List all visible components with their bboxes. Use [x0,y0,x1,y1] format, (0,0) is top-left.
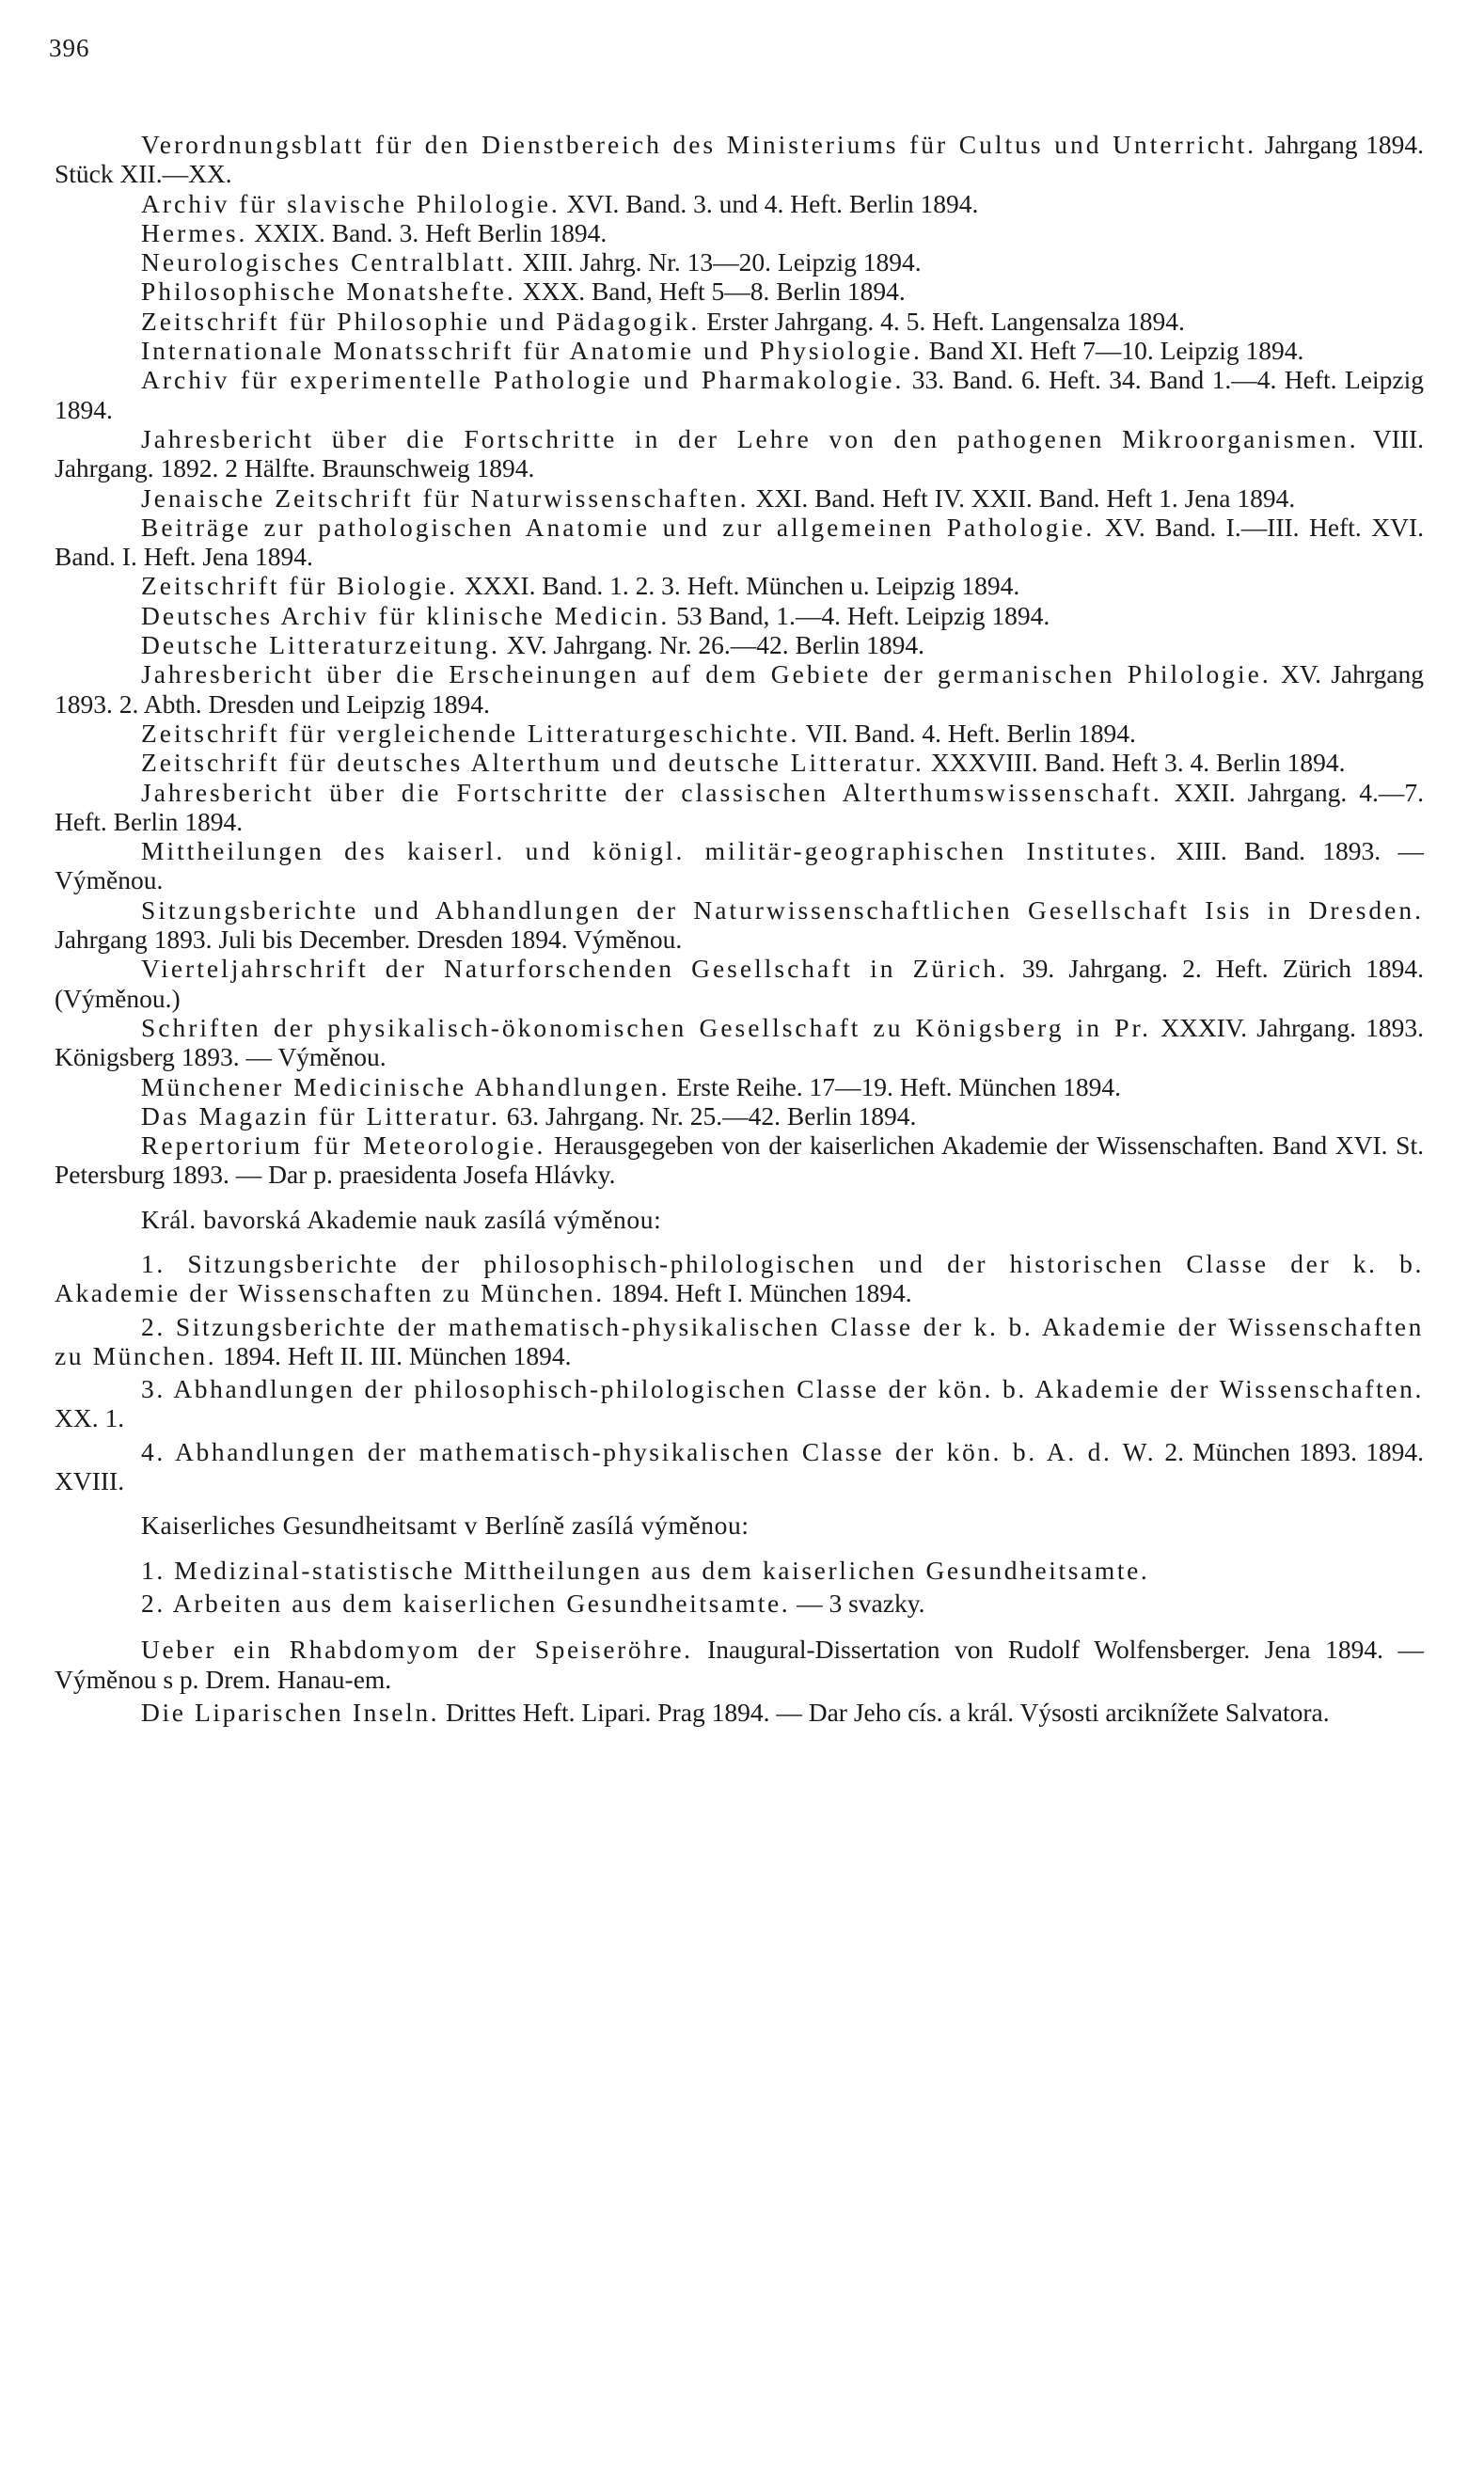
list-item [55,1635,1424,1694]
item-title: 3. Abhandlungen der philosophisch-philologischen Classe der kön. b. Akademie der Wissenschaften. [141,1374,1424,1404]
journal-entry [55,601,1424,630]
journal-title: Verordnungsblatt für den Dienstbereich des Ministeriums für Cultus und Unterricht. [141,130,1257,159]
item-details: 1894. Heft I. München 1894. [604,1278,912,1308]
journal-entry [55,277,1424,306]
journal-title: Internationale Monatsschrift für Anatomie und Physiologie. [141,336,923,366]
journal-details: Jahrgang 1894. Stück XII.—XX. [55,130,1425,189]
list-item [55,1249,1424,1308]
journal-details: 33. Band. 6. Heft. 34. Band 1.—4. Heft. Leipzig 1894. [55,365,1424,424]
journal-details: Jahrgang 1893. Juli bis December. Dresden 1894. Výměnou. [55,925,683,955]
journal-entry [55,218,1424,247]
journal-title: Jahresbericht über die Fortschritte der classischen Alterthumswissenschaft. [141,777,1162,807]
item-title: Ueber ein Rhabdomyom der Speiseröhre. [141,1635,693,1665]
journal-details: Band XI. Heft 7—10. Leipzig 1894. [922,336,1304,366]
item-details: 1894. Heft II. III. München 1894. [216,1340,572,1370]
gesundheitsamt-section [55,1510,1424,1618]
journal-entry [55,895,1424,955]
item-details: Inaugural-Dissertation von Rudolf Wolfensberger. Jena 1894. — Výměnou s p. Drem. Hanau-em. [55,1635,1424,1694]
journal-details: XV. Jahrgang 1893. 2. Abth. Dresden und Leipzig 1894. [55,659,1424,719]
journal-title: Jahresbericht über die Fortschritte in der Lehre von den pathogenen Mikroorganismen. [141,423,1359,453]
journal-title: Schriften der physikalisch-ökonomischen Gesellschaft zu Königsberg in Pr. [141,1012,1152,1042]
journal-entry [55,307,1424,336]
journal-details: VIII. Jahrgang. 1892. 2 Hälfte. Braunschweig 1894. [55,423,1424,483]
journal-entry [55,189,1424,218]
journal-entry [55,836,1424,895]
journal-details: XXX. Band, Heft 5—8. Berlin 1894. [515,277,906,307]
journal-title: Zeitschrift für Biologie. [141,571,458,601]
item-title: Die Liparischen Inseln. [141,1697,440,1727]
bavarian-academy-section [55,1205,1424,1496]
journal-entry [55,1013,1424,1072]
journal-details: Herausgegeben von der kaiserlichen Akademie der Wissenschaften. Band XVI. St. Petersburg 1893. — Dar p. praesidenta Josefa Hlávky. [55,1131,1424,1190]
list-item [55,1374,1424,1433]
journal-entry [55,513,1424,572]
journal-entry [55,336,1424,365]
journal-entry [55,719,1424,748]
item-details: — 3 svazky. [790,1588,925,1618]
journal-entry [55,571,1424,600]
journal-entry [55,1101,1424,1131]
journal-title: Neurologisches Centralblatt. [141,247,516,277]
journal-title: Vierteljahrschrift der Naturforschenden Gesellschaft in Zürich. [141,954,1008,984]
journal-details: XXXIV. Jahrgang. 1893. Königsberg 1893. — Výměnou. [55,1012,1424,1072]
journal-title: Das Magazin für Litteratur. [141,1100,500,1131]
journal-details: 39. Jahrgang. 2. Heft. Zürich 1894. (Výměnou.) [55,954,1424,1013]
item-title: 2. Arbeiten aus dem kaiserlichen Gesundheitsamte. [141,1588,791,1618]
item-details: 2. München 1893. 1894. XVIII. [55,1436,1424,1496]
journal-entry [55,424,1424,483]
journal-details: XXII. Jahrgang. 4.—7. Heft. Berlin 1894. [55,777,1425,836]
item-title: 1. Medizinal-statistische Mittheilungen aus dem kaiserlichen Gesundheitsamte. [141,1555,1150,1585]
journal-title: Deutsches Archiv für klinische Medicin. [141,600,671,630]
journal-title: Jahresbericht über die Erscheinungen auf dem Gebiete der germanischen Philologie. [141,659,1271,689]
journal-details: XVI. Band. 3. und 4. Heft. Berlin 1894. [560,188,979,218]
section-heading: Kaiserliches Gesundheitsamt v Berlíně zasílá výměnou: [141,1510,750,1541]
journal-details: Erster Jahrgang. 4. 5. Heft. Langensalza 1894. [700,306,1185,336]
journal-entry [55,1131,1424,1190]
page-number: 396 [49,34,90,62]
journal-details: XXIX. Band. 3. Heft Berlin 1894. [247,217,608,247]
journal-title: Zeitschrift für deutsches Alterthum und deutsche Litteratur. [141,748,924,778]
journal-title: Philosophische Monatshefte. [141,277,516,307]
list-item [55,1589,1424,1618]
item-details: Drittes Heft. Lipari. Prag 1894. — Dar Jeho cís. a král. Výsosti arciknížete Salvatora. [439,1697,1330,1727]
journal-entry [55,130,1424,189]
item-title: 1. Sitzungsberichte der philosophisch-philologischen und der historischen Classe der k. b. Akademie der Wissenschaften zu München. [55,1248,1424,1308]
list-item [55,1437,1424,1496]
journal-entry [55,1072,1424,1101]
journal-details: XV. Band. I.—III. Heft. XVI. Band. I. Heft. Jena 1894. [55,512,1424,572]
journal-details: XIII. Jahrg. Nr. 13—20. Leipzig 1894. [515,247,922,277]
journal-title: Hermes. [141,217,248,247]
journal-title: Zeitschrift für vergleichende Litteraturgeschichte. [141,718,800,748]
journal-details: 63. Jahrgang. Nr. 25.—42. Berlin 1894. [499,1100,917,1131]
journal-title: Mittheilungen des kaiserl. und königl. militär-geographischen Institutes. [141,836,1160,866]
closing-section [55,1635,1424,1727]
journal-title: Beiträge zur pathologischen Anatomie und zur allgemeinen Pathologie. [141,512,1096,542]
journal-title: Zeitschrift für Philosophie und Pädagogik. [141,306,701,336]
journal-details: Erste Reihe. 17—19. Heft. München 1894. [670,1071,1122,1101]
section-gap [55,1621,1424,1635]
journal-details: XXI. Band. Heft IV. XXII. Band. Heft 1. Jena 1894. [749,482,1296,513]
journal-details: XXXI. Band. 1. 2. 3. Heft. München u. Leipzig 1894. [457,571,1020,601]
journal-details: XV. Jahrgang. Nr. 26.—42. Berlin 1894. [499,630,925,660]
page-content [55,130,1424,1731]
journal-entry [55,365,1424,424]
journal-entry [55,247,1424,277]
journal-entry [55,778,1424,837]
list-item [55,1312,1424,1371]
item-title: 2. Sitzungsberichte der mathematisch-physikalischen Classe der k. b. Akademie der Wissenschaften zu München. [55,1311,1424,1370]
journal-title: Sitzungsberichte und Abhandlungen der Naturwissenschaftlichen Gesellschaft Isis in Dresden. [141,894,1424,925]
journal-title: Archiv für experimentelle Pathologie und Pharmakologie. [141,365,905,395]
journal-title: Jenaische Zeitschrift für Naturwissenschaften. [141,482,750,513]
journal-entry [55,659,1424,719]
journal-title: Archiv für slavische Philologie. [141,188,560,218]
journal-details: XIII. Band. 1893. — Výměnou. [55,836,1424,895]
journal-list [55,130,1424,1190]
journal-entry [55,483,1424,513]
journal-title: Repertorium für Meteorologie. [141,1131,546,1161]
journal-details: 53 Band, 1.—4. Heft. Leipzig 1894. [670,600,1050,630]
list-item [55,1556,1424,1585]
item-details: XX. 1. [55,1403,125,1433]
section-heading: Král. bavorská Akademie nauk zasílá výměnou: [141,1204,662,1234]
journal-entry [55,748,1424,777]
journal-entry [55,954,1424,1013]
journal-title: Münchener Medicinische Abhandlungen. [141,1071,671,1101]
journal-details: XXXVIII. Band. Heft 3. 4. Berlin 1894. [924,748,1346,778]
journal-title: Deutsche Litteraturzeitung. [141,630,500,660]
item-title: 4. Abhandlungen der mathematisch-physikalischen Classe der kön. b. A. d. W. [141,1436,1157,1466]
journal-details: VII. Band. 4. Heft. Berlin 1894. [799,718,1136,748]
list-item [55,1698,1424,1727]
journal-entry [55,630,1424,659]
